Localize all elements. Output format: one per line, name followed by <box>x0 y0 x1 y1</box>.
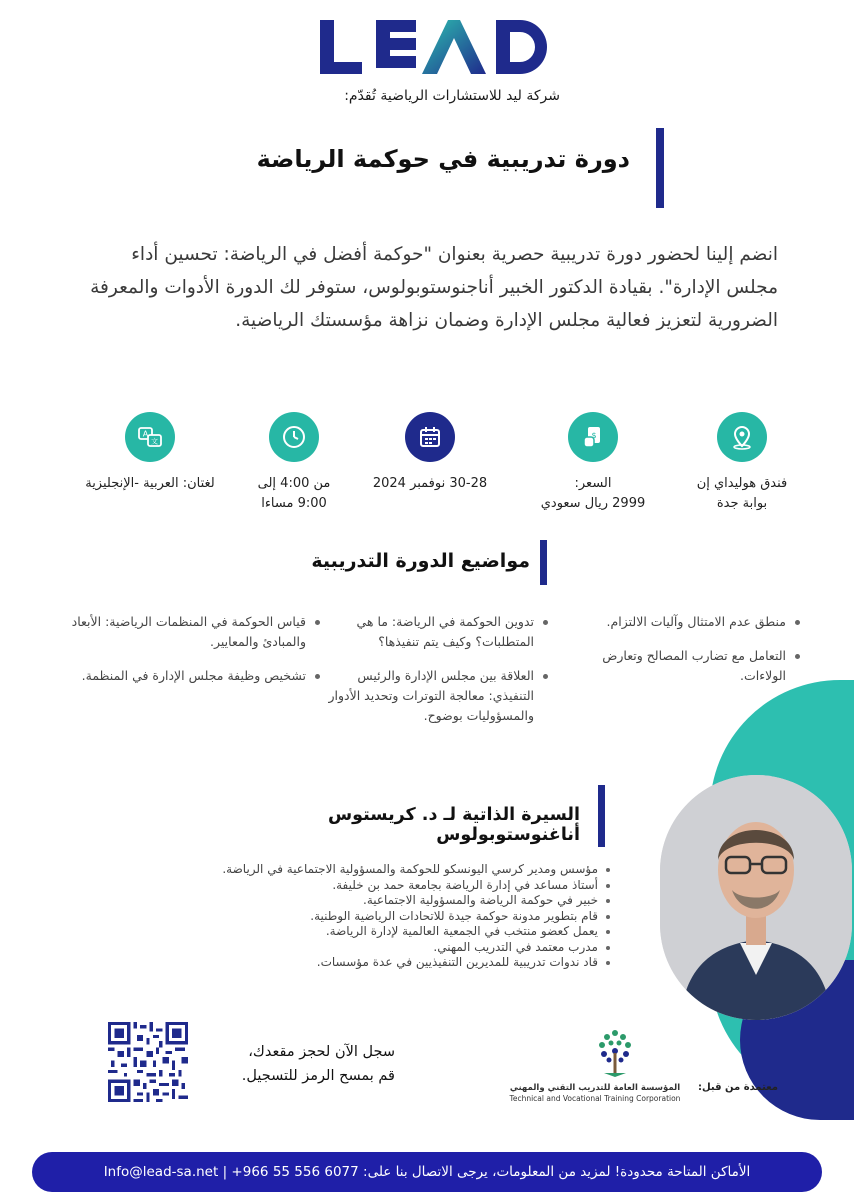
list-item: العلاقة بين مجلس الإدارة والرئيس التنفيذي: معالجة التوترات وتحديد الأدوار والمسؤوليات بوضوح. <box>318 666 548 726</box>
tvtc-logo <box>590 1025 640 1080</box>
info-date <box>350 412 510 494</box>
bio-item: خبير في حوكمة الرياضة والمسؤولية الاجتماعية. <box>200 893 610 909</box>
svg-text:文: 文 <box>151 437 158 446</box>
bio-item: يعمل كعضو منتخب في الجمعية العالمية لإدارة الرياضة. <box>200 924 610 940</box>
info-time-line1: من 4:00 إلى <box>257 476 331 491</box>
list-item: قياس الحوكمة في المنظمات الرياضية: الأبعاد والمبادئ والمعايير. <box>60 612 320 652</box>
money-icon <box>568 412 618 462</box>
svg-text:$: $ <box>591 431 597 440</box>
bio-item: أستاذ مساعد في إدارة الرياضة بجامعة حمد بن خليفة. <box>200 878 610 894</box>
tvtc-name-arabic: المؤسسة العامة للتدريب التقني والمهني <box>509 1083 681 1093</box>
list-item: منطق عدم الامتثال وآليات الالتزام. <box>590 612 800 632</box>
location-icon <box>717 412 767 462</box>
register-call-to-action <box>195 1040 395 1088</box>
instructor-photo <box>660 775 852 1020</box>
info-language <box>70 412 230 494</box>
topics-column-1 <box>590 612 800 700</box>
svg-text:A: A <box>142 429 149 439</box>
bio-item: مدرب معتمد في التدريب المهني. <box>200 940 610 956</box>
info-price-value: 2999 ريال سعودي <box>540 496 646 511</box>
info-price-label: السعر: <box>574 476 612 491</box>
info-location-line1: فندق هوليداي إن <box>696 476 788 491</box>
bio-item: قاد ندوات تدريبية للمديرين التنفيذيين في عدة مؤسسات. <box>200 955 610 971</box>
list-item: تدوين الحوكمة في الرياضة: ما هي المتطلبات؟ وكيف يتم تنفيذها؟ <box>318 612 548 652</box>
bio-accent-bar <box>598 785 605 847</box>
list-item: التعامل مع تضارب المصالح وتعارض الولاءات. <box>590 646 800 686</box>
contact-text: الأماكن المتاحة محدودة! لمزيد من المعلومات، يرجى الاتصال بنا على: 6077 556 55 966+ | Info@lead-sa.net <box>103 1164 751 1180</box>
topics-title: مواضيع الدورة التدريبية <box>311 550 530 572</box>
bio-title: السيرة الذاتية لـ د. كريستوس أناغنوستوبولوس <box>328 805 580 845</box>
info-language-value: لغتان: العربية -الإنجليزية <box>85 476 215 491</box>
contact-footer <box>32 1152 822 1192</box>
accredited-by-label: معتمدة من قبل: <box>697 1082 778 1093</box>
language-icon <box>125 412 175 462</box>
lead-logo <box>314 14 558 80</box>
info-time <box>214 412 374 514</box>
page-title: دورة تدريبية في حوكمة الرياضة <box>256 145 630 173</box>
info-date-value: 30-28 نوفمبر 2024 <box>372 476 488 491</box>
bio-item: مؤسس ومدير كرسي اليونسكو للحوكمة والمسؤولية الاجتماعية في الرياضة. <box>200 862 610 878</box>
topics-column-2 <box>318 612 548 740</box>
register-line-1: سجل الآن لحجز مقعدك، <box>248 1044 395 1060</box>
title-accent-bar <box>656 128 664 208</box>
tagline: شركة ليد للاستشارات الرياضية تُقدّم: <box>344 88 560 104</box>
calendar-icon <box>405 412 455 462</box>
clock-icon <box>269 412 319 462</box>
bio-list <box>200 862 610 971</box>
registration-qr-code[interactable] <box>108 1022 188 1102</box>
topics-column-3 <box>60 612 320 700</box>
list-item: تشخيص وظيفة مجلس الإدارة في المنظمة. <box>60 666 320 686</box>
tvtc-name-english: Technical and Vocational Training Corporation <box>509 1094 681 1103</box>
info-price <box>513 412 673 514</box>
info-location-line2: بوابة جدة <box>716 496 768 511</box>
bio-item: قام بتطوير مدونة حوكمة جيدة للاتحادات الرياضية الوطنية. <box>200 909 610 925</box>
info-time-line2: 9:00 مساءا <box>261 496 327 511</box>
info-location <box>662 412 822 514</box>
topics-accent-bar <box>540 540 547 585</box>
intro-paragraph: انضم إلينا لحضور دورة تدريبية حصرية بعنوان "حوكمة أفضل في الرياضة: تحسين أداء مجلس الإدارة". بقيادة الدكتور الخبير أناجنوستوبولوس، ستوفر لك الدورة الأدوات والمعرفة الضرورية لتعزيز فعالية مجلس الإدارة وضمان نزاهة مؤسستك الرياضية. <box>90 244 778 331</box>
register-line-2: قم بمسح الرمز للتسجيل. <box>241 1068 395 1084</box>
